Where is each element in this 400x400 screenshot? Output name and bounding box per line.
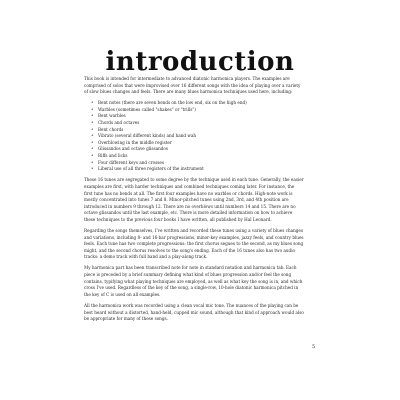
list-item: • Riffs and licks: [98, 153, 304, 160]
techniques-list: [84, 100, 304, 173]
list-item: • Glissandos and octave glissandos: [98, 146, 304, 153]
list-item: • Vibrato (several different kinds) and hand wah: [98, 133, 304, 140]
page-number: 5: [312, 344, 316, 350]
intro-paragraph: This book is intended for intermediate to advanced diatonic harmonica players. The examples are comprised of solos that were improvised over 16 different songs with the idea of playing over a variety of slow blues changes and feels. There are many blues harmonica techniques used here, including:: [84, 76, 301, 95]
body-paragraph: Regarding the songs themselves, I've written and recorded these tunes using a variety of blues changes and variations, including 8- and 16-bar progressions, minor-key examples, jazzy feels, and country blues feels. Each tune has two complete progressions: the first chorus segues to the second, as my blues song might, and the second chorus resolves to the song's ending. Each of the 16 tunes also has two audio tracks: a demo track with full band and a play-along track.: [84, 227, 304, 260]
list-item: • Four different keys and crosses: [98, 160, 304, 167]
list-item: • Chords and octaves: [98, 120, 304, 127]
body-text: [84, 76, 304, 327]
body-paragraph: These 16 tunes are segregated to some degree by the technique used in each tune. Generally, the easier examples are first, with harder techniques and combined techniques coming later. For instance, the first tune has no bends at all. The first four examples have no warbles or chords. High-note work is mostly concentrated into tunes 7 and 8. Minor-pitched tunes using 2nd, 3rd, and 4th position are introduced in numbers 9 through 12. There are no overblows until numbers 14 and 15. There are no octave glissandos until the last example, etc. There is more detailed information on how to achieve these techniques to the previous four books I have written, all published by Hal Leonard.: [84, 177, 304, 222]
list-item: • Liberal use of all three registers of the instrument: [98, 166, 304, 173]
list-item: • Bent warbles: [98, 113, 304, 120]
page-title: introduction: [105, 47, 295, 78]
list-item: • Bent chords: [98, 127, 304, 134]
list-item: • Warbles (sometimes called "shakes" or "trills"): [98, 107, 304, 114]
list-item: • Overblowing in the middle register: [98, 140, 304, 147]
list-item: • Bent notes (there are seven bends on the low end, six on the high end): [98, 100, 304, 107]
body-paragraph: All the harmonica work was recorded using a clean vocal mic tone. The nuances of the playing can be best heard without a distorted, hand-held, cupped mic sound, although that kind of approach would also be appropriate for many of these songs.: [84, 302, 304, 322]
body-paragraph: My harmonica part has been transcribed note for note in standard notation and harmonica tab. Each piece is preceded by a brief summary defining what kind of blues progression and/or feel the song contains, typifying what playing techniques are employed, as well as what key the song is in, and which cross I've used. Regardless of the key of the song, a single-row, 10-hole diatonic harmonica pitched in the key of C is used on all examples.: [84, 265, 303, 297]
